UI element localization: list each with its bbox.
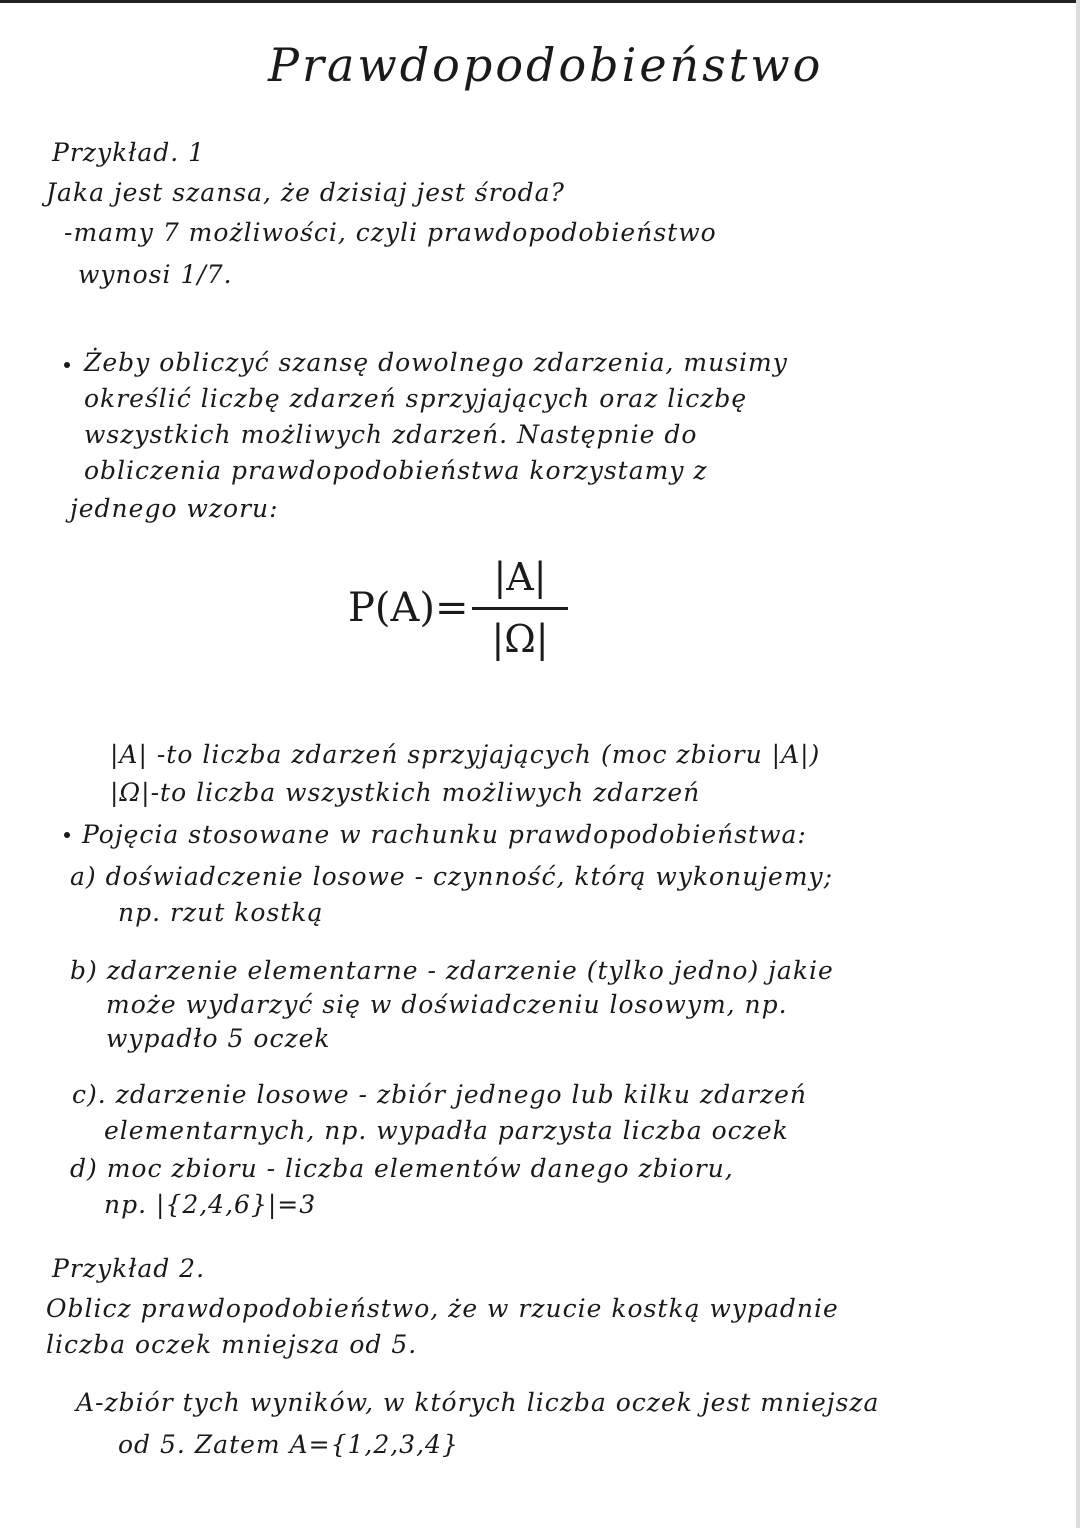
definition-A: |A| -to liczba zdarzeń sprzyjających (moc zbioru |A|)	[110, 740, 821, 769]
example-1-answer-line1: -mamy 7 możliwości, czyli prawdopodobieństwo	[64, 218, 717, 247]
example-2-task-cont: liczba oczek mniejsza od 5.	[46, 1330, 418, 1359]
probability-formula	[348, 555, 578, 665]
concept-b-example: wypadło 5 oczek	[106, 1024, 331, 1053]
paragraph-line: wszystkich możliwych zdarzeń. Następnie do	[84, 420, 698, 449]
concept-a: a) doświadczenie losowe - czynność, którą wykonujemy;	[70, 862, 834, 891]
example-2-result: od 5. Zatem A={1,2,3,4}	[118, 1430, 459, 1459]
example-2-solution: A-zbiór tych wyników, w których liczba oczek jest mniejsza	[76, 1388, 880, 1417]
concept-c: c). zdarzenie losowe - zbiór jednego lub kilku zdarzeń	[72, 1080, 807, 1109]
formula-lhs: P(A)=	[348, 585, 469, 631]
paragraph-line: jednego wzoru:	[70, 494, 279, 523]
concept-c-cont: elementarnych, np. wypadła parzysta liczba oczek	[104, 1116, 789, 1145]
example-1-answer-line2: wynosi 1/7.	[78, 260, 233, 289]
bullet-dot	[64, 362, 70, 368]
concept-d: d) moc zbioru - liczba elementów danego zbioru,	[70, 1154, 734, 1183]
concept-b-cont: może wydarzyć się w doświadczeniu losowym, np.	[106, 990, 788, 1019]
concept-b: b) zdarzenie elementarne - zdarzenie (tylko jedno) jakie	[70, 956, 834, 985]
fraction-bar	[472, 607, 568, 610]
example-1-question: Jaka jest szansa, że dzisiaj jest środa?	[46, 178, 565, 207]
concept-d-example: np. |{2,4,6}|=3	[104, 1190, 317, 1219]
formula-denominator: |Ω|	[491, 617, 549, 661]
top-border	[0, 0, 1080, 3]
paragraph-line: obliczenia prawdopodobieństwa korzystamy z	[84, 456, 708, 485]
formula-numerator: |A|	[493, 555, 547, 599]
paragraph-line: Żeby obliczyć szansę dowolnego zdarzenia, musimy	[84, 348, 788, 377]
page-title: Prawdopodobieństwo	[268, 38, 824, 92]
example-2-task: Oblicz prawdopodobieństwo, że w rzucie kostką wypadnie	[46, 1294, 839, 1323]
bullet-dot	[64, 832, 70, 838]
definition-omega: |Ω|-to liczba wszystkich możliwych zdarzeń	[110, 778, 701, 807]
concepts-heading: Pojęcia stosowane w rachunku prawdopodobieństwa:	[82, 820, 807, 849]
concept-a-example: np. rzut kostką	[118, 898, 324, 927]
example-1-heading: Przykład. 1	[52, 138, 206, 167]
paragraph-line: określić liczbę zdarzeń sprzyjających oraz liczbę	[84, 384, 748, 413]
scan-edge	[1076, 0, 1080, 1528]
example-2-heading: Przykład 2.	[52, 1254, 206, 1283]
